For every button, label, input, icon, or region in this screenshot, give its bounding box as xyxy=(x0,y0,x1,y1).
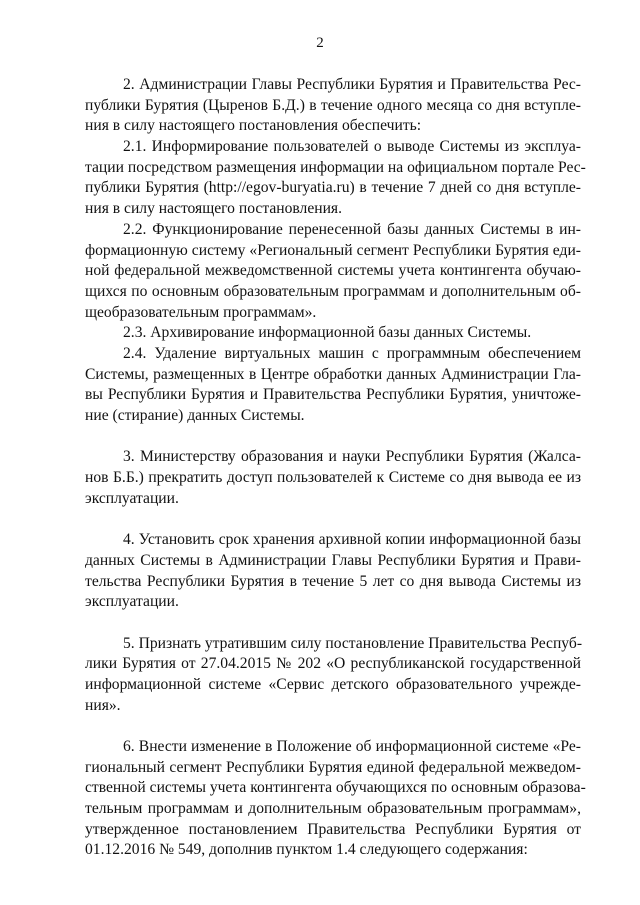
paragraph xyxy=(85,634,581,717)
paragraph xyxy=(85,530,581,613)
paragraph-gap xyxy=(85,613,581,634)
paragraph-line: вы Республики Бурятия и Правительства Республики Бурятия, уничтоже- xyxy=(85,386,581,404)
paragraph-line: щеобразовательным программам». xyxy=(85,303,317,321)
paragraph-gap xyxy=(85,509,581,530)
paragraph-line: публики Бурятия (Цыренов Б.Д.) в течение одного месяца со дня вступле- xyxy=(85,96,581,114)
paragraph-gap xyxy=(85,427,581,448)
paragraph xyxy=(85,344,581,427)
paragraph-line: щихся по основным образовательным программам и дополнительным об- xyxy=(85,282,581,300)
paragraph-line: ния». xyxy=(85,696,121,714)
paragraph-line: утвержденное постановлением Правительства Республики Бурятия от xyxy=(85,820,581,838)
paragraph xyxy=(85,137,586,220)
paragraph-line: ния в силу настоящего постановления обеспечить: xyxy=(85,117,422,135)
paragraph-line: информационной системе «Сервис детского образовательного учрежде- xyxy=(85,675,581,693)
paragraph-line: эксплуатации. xyxy=(85,489,179,507)
paragraph-line: гиональный сегмент Республики Бурятия единой федеральной межведом- xyxy=(85,758,581,776)
paragraph-line: ственной системы учета контингента обучающихся по основным образова- xyxy=(85,779,586,797)
paragraph-line: 01.12.2016 № 549, дополнив пунктом 1.4 следующего содержания: xyxy=(85,841,528,859)
paragraph-line: тельства Республики Бурятия в течение 5 лет со дня вывода Системы из xyxy=(85,572,581,590)
paragraph-line: ние (стирание) данных Системы. xyxy=(85,407,305,424)
paragraph-line: 5. Признать утратившим силу постановление Правительства Респуб- xyxy=(123,634,583,652)
paragraph-line: 6. Внести изменение в Положение об информационной системе «Ре- xyxy=(123,738,581,755)
paragraph-line: тельным программам и дополнительным образовательным программам», xyxy=(85,800,581,818)
paragraph-line: данных Системы в Администрации Главы Республики Бурятия и Прави- xyxy=(85,551,581,569)
paragraph-line: 2.3. Архивирование информационной базы данных Системы. xyxy=(123,324,532,342)
paragraph-line: формационную систему «Региональный сегмент Республики Бурятия еди- xyxy=(85,241,581,259)
paragraph-line: 2.1. Информирование пользователей о выводе Системы из эксплуа- xyxy=(123,138,581,156)
paragraph-line: нов Б.Б.) прекратить доступ пользователей к Системе со дня вывода ее из xyxy=(85,469,581,487)
paragraph-line: Системы, размещенных в Центре обработки данных Администрации Гла- xyxy=(85,365,581,383)
paragraph xyxy=(85,447,581,509)
paragraph-line: лики Бурятия от 27.04.2015 № 202 «О республиканской государственной xyxy=(85,655,581,673)
paragraph-gap xyxy=(85,716,581,737)
paragraph-line: 4. Установить срок хранения архивной копии информационной базы xyxy=(123,531,581,549)
paragraph-line: 2.4. Удаление виртуальных машин с программным обеспечением xyxy=(123,344,581,362)
paragraph-line: 2.2. Функционирование перенесенной базы данных Системы в ин- xyxy=(123,220,581,238)
paragraph-line: 2. Администрации Главы Республики Бурятия и Правительства Рес- xyxy=(123,76,581,93)
paragraph-line: эксплуатации. xyxy=(85,593,179,611)
paragraph xyxy=(85,220,581,323)
paragraph-line: публики Бурятия (http://egov-buryatia.ru) в течение 7 дней со дня вступле- xyxy=(85,179,581,197)
document-body xyxy=(85,75,586,861)
paragraph-line: тации посредством размещения информации на официальном портале Рес- xyxy=(85,158,586,176)
paragraph-line: ния в силу настоящего постановления. xyxy=(85,200,343,218)
paragraph xyxy=(85,323,581,344)
paragraph-line: 3. Министерству образования и науки Республики Бурятия (Жалса- xyxy=(123,448,581,466)
paragraph xyxy=(85,75,581,137)
paragraph xyxy=(85,737,586,861)
paragraph-line: ной федеральной межведомственной системы учета контингента обучаю- xyxy=(85,262,581,280)
page-number: 2 xyxy=(316,35,324,51)
